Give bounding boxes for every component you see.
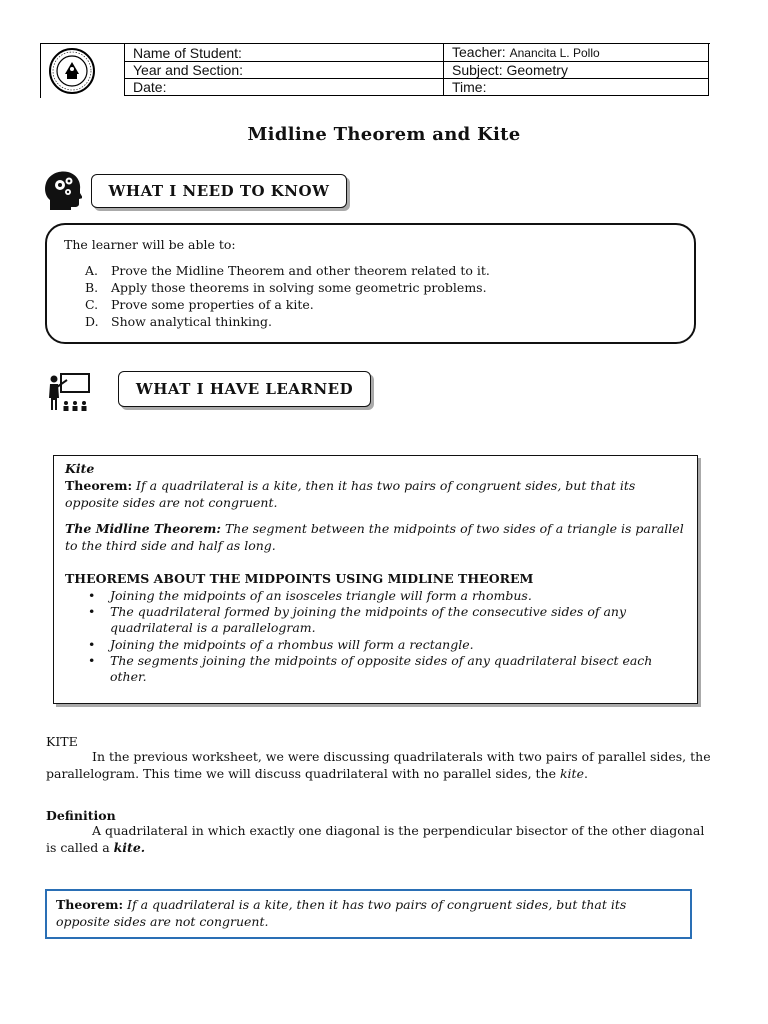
objectives-box xyxy=(45,223,696,344)
school-seal-icon xyxy=(48,47,96,95)
list-item: A. Prove the Midline Theorem and other theorem related to it. xyxy=(85,263,490,278)
date-field[interactable]: Date: xyxy=(125,79,444,96)
definition-heading: Definition xyxy=(46,808,116,823)
have-learned-heading: WHAT I HAVE LEARNED xyxy=(118,371,371,407)
student-info-table xyxy=(124,43,709,96)
theorem-box xyxy=(45,889,692,939)
list-item: • Joining the midpoints of a rhombus will form a rectangle. xyxy=(88,637,474,652)
learned-box xyxy=(53,455,698,704)
theorem-text: Theorem: If a quadrilateral is a kite, then it has two pairs of congruent sides, but that its opposite sides are not congruent. xyxy=(56,897,627,929)
definition-text: A quadrilateral in which exactly one diagonal is the perpendicular bisector of the other diagonal is called a kite. xyxy=(46,823,705,855)
midline-theorem: The Midline Theorem: The segment between the midpoints of two sides of a triangle is parallel to the third side and half as long. xyxy=(65,521,684,553)
kite-theorem: Theorem: If a quadrilateral is a kite, then it has two pairs of congruent sides, but that its opposite sides are not congruent. xyxy=(65,478,636,510)
list-item: B. Apply those theorems in solving some geometric problems. xyxy=(85,280,487,295)
time-field[interactable]: Time: xyxy=(444,79,709,96)
need-to-know-heading: WHAT I NEED TO KNOW xyxy=(91,174,347,208)
teacher-field: Teacher: Anancita L. Pollo xyxy=(444,44,709,62)
year-section-field[interactable]: Year and Section: xyxy=(125,62,444,79)
list-item: • The quadrilateral formed by joining the midpoints of the consecutive sides of any quadrilateral is a parallelogram. xyxy=(88,604,627,635)
student-name-field[interactable]: Name of Student: xyxy=(125,44,444,62)
kite-paragraph: In the previous worksheet, we were discussing quadrilaterals with two pairs of parallel sides, the parallelogram. This time we will discuss quadrilateral with no parallel sides, the kite. xyxy=(46,749,711,781)
list-item: • Joining the midpoints of an isosceles triangle will form a rhombus. xyxy=(88,588,532,603)
list-item: • The segments joining the midpoints of opposite sides of any quadrilateral bisect each other. xyxy=(88,653,653,684)
page-title: Midline Theorem and Kite xyxy=(247,124,521,145)
subject-field: Subject: Geometry xyxy=(444,62,709,79)
list-item: C. Prove some properties of a kite. xyxy=(85,297,314,312)
kite-label: Kite xyxy=(65,461,95,476)
head-gears-icon xyxy=(44,170,82,212)
kite-heading: KITE xyxy=(46,734,78,749)
midpoints-heading: THEOREMS ABOUT THE MIDPOINTS USING MIDLINE THEOREM xyxy=(65,571,534,586)
objectives-list xyxy=(85,262,490,330)
list-item: D. Show analytical thinking. xyxy=(85,314,272,329)
teacher-board-icon xyxy=(46,372,92,412)
objectives-intro: The learner will be able to: xyxy=(64,237,236,252)
